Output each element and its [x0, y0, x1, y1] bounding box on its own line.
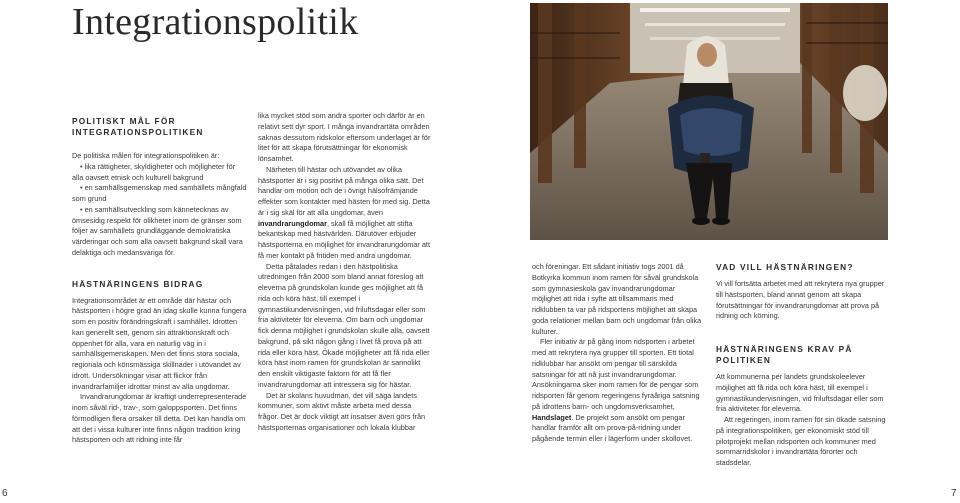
paragraph: Vi vill fortsätta arbetet med att rekrytera nya grupper till hästsporten, bland annat genom att skapa förutsättningar för invandrarungdomar att prova på ridning och körning.: [716, 279, 885, 321]
paragraph: Fler initiativ är på gång inom ridsporten i arbetet med att rekrytera nya grupper till sporten. Ett tiotal ridklubbar har ansökt om pengar till särskilda satsningar för att nå just invandrarungdomar. Ansökningarna sker inom ramen för de pengar som ridsporten får genom regeringens fyraåriga satsning på idrottens barn- och ungdomsverksamhet, Handslaget. De projekt som ansökt om pengar handlar framför allt om prova-på-ridning under pågående termin eller i lägerform under skollovet.: [532, 337, 700, 443]
stable-photo-illustration: [530, 3, 888, 240]
column-3: [532, 262, 704, 445]
paragraph: Detta påtalades redan i den hästpolitiska utredningen från 2000 som bland annat föreslog att eleverna på grundskolan kunde ges möjlighet att få rida och köra häst, till exempel i gymnastikundervisningen, vid friluftsdagar eller som fria aktiviteter för eleverna. Om barn och ungdomar fick denna möjlighet i grundskolan skulle alla, oavsett bakgrund, på sikt någon gång i livet få prova på att rida eller köra häst. Ökade möjligheter att få rida eller köra häst inom ramen för grundskolan är sannolikt den enskilt viktigaste faktorn för att få fler invandrarungdomar att intressera sig för hästar.: [258, 261, 430, 389]
paragraph: Invandrarungdomar är kraftigt underrepresenterade inom såväl rid-, trav-, som galoppsporten. Det finns förmodligen flera orsaker till detta. Det kan handla om att det i vissa kulturer inte finns någon tradition kring hästsporten och att ridning inte får: [72, 392, 247, 445]
goal-bullet-1: • lika rättigheter, skyldigheter och möjligheter för alla oavsett etnisk och kulturell bakgrund: [72, 161, 236, 182]
paragraph: lika mycket stöd som andra sporter och därför är en relativt sett dyr sport. I många invandrartäta områden saknas dessutom ridskolor eftersom underlaget är för litet för att skapa förutsättningar för ekonomisk lönsamhet.: [258, 111, 431, 163]
page-number-left: 6: [2, 488, 8, 499]
emphasis-handslaget: Handslaget: [532, 412, 572, 422]
heading-political-goal-line1: POLITISKT MÅL FÖR: [72, 116, 176, 126]
paragraph: Att regeringen, inom ramen för sin ökade satsning på integrationspolitiken, ger ekonomiskt stöd till pilotprojekt mellan ridsporten och kommuner med sommarridskolor i invandrartäta förorter och stadsdelar.: [716, 415, 886, 467]
stable-photo: [530, 3, 888, 240]
heading-horse-industry-contribution: HÄSTNÄRINGENS BIDRAG: [72, 278, 204, 289]
paragraph: Det är skolans huvudman, det vill säga landets kommuner, som aktivt måste arbeta med dessa frågor. Det är dock viktigt att insatser även görs från hästsporternas organisationer och lokala klubbar: [258, 390, 426, 432]
goal-bullet-3: • en samhällsutveckling som kännetecknas av ömsesidig respekt för olikheter inom de gränser som följer av samhällets grundläggande demokratiska värderingar och som alla oavsett bakgrund skall vara delaktiga och medansvariga för.: [72, 204, 243, 257]
column-1: [72, 116, 248, 446]
goal-bullet-2: • en samhällsgemenskap med samhällets mångfald som grund: [72, 183, 247, 203]
heading-what-industry-wants: VAD VILL HÄSTNÄRINGEN?: [716, 262, 854, 272]
column-4: [716, 262, 888, 469]
paragraph: och föreningar. Ett sådant initiativ togs 2001 då Botkyrka kommun inom ramen för såväl grundskola som gymnasieskola gav invandrarungdomar möjlighet att rida i syfte att tillsammans med ridklubben ta var på ridsportens möjlighet att skapa goda relationer mellan barn och ungdomar från olika kulturer.: [532, 262, 702, 336]
column-2: [258, 111, 431, 434]
paragraph: Närheten till hästar och utövandet av olika hästsporter är i sig positivt på många olika sätt. Det handlar om motion och de i övrigt hälsofrämjande effekter som kontakter med hästen för med sig. Detta är i sig skäl för att alla ungdomar, även invandrarungdomar, skall få möjlighet att stifta bekantskap med hästvärlden. Därutöver erbjuder hästsporterna en möjlighet för invandrarungdomar att få mer kontakt på fritiden med andra ungdomar.: [258, 164, 430, 260]
heading-industry-demands: HÄSTNÄRINGENS KRAV PÅ POLITIKEN: [716, 344, 853, 365]
page-title: Integrationspolitik: [72, 1, 359, 43]
paragraph: Integrationsområdet är ett område där hästar och hästsporten i högre grad än idag skulle kunna fungera som en positiv förändringskraft i samhället. Idrotten kan generellt sett, genom sin attraktionskraft och öppenhet för alla, vara en naturlig väg in i samhällsgemenskapen. Men det finns stora sociala, regionala och könsmässiga skillnader i utövandet av idrott. Undersökningar visar att flickor från invandrarfamiljer idrottar minst av alla ungdomar.: [72, 295, 247, 391]
heading-political-goal-line2: INTEGRATIONSPOLITIKEN: [72, 127, 204, 137]
goals-intro: De politiska målen för integrationspolitiken är:: [72, 151, 220, 160]
paragraph: Att kommunerna per landets grundskoleelever möjlighet att få rida och köra häst, till exempel i gymnastikundervisningen, vid friluftsdagar eller som fria aktiviteter för eleverna.: [716, 372, 884, 414]
emphasis-invandrarungdomar: invandrarungdomar: [258, 218, 327, 228]
page-number-right: 7: [951, 488, 957, 499]
